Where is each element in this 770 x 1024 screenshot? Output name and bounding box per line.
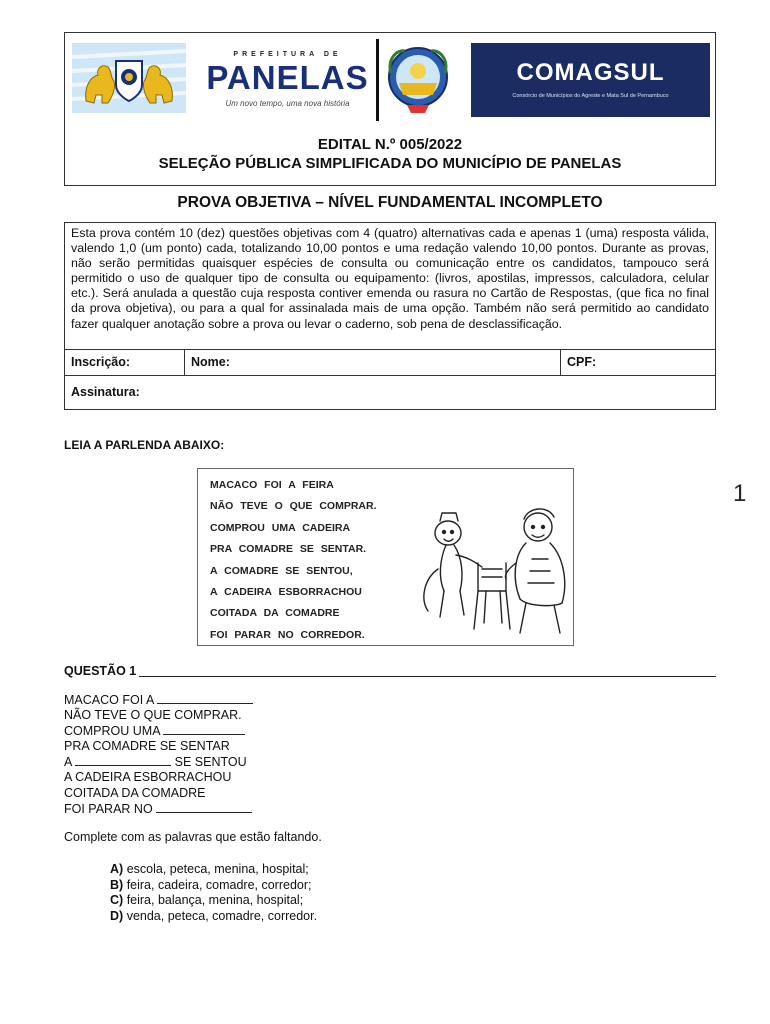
- option-a[interactable]: [110, 862, 317, 878]
- pernambuco-crest-icon: [385, 43, 451, 115]
- question-line: [64, 692, 253, 708]
- page-number: 1: [733, 480, 747, 507]
- header-box: [64, 32, 716, 186]
- option-text: feira, balança, menina, hospital;: [126, 893, 304, 908]
- question-line: [64, 723, 253, 739]
- panelas-wordmark: PANELAS: [206, 59, 369, 96]
- question-line-text: FOI PARAR NO: [64, 802, 153, 817]
- divider-line: [65, 349, 715, 350]
- comagsul-subtitle: Consórcio de Municípios do Agreste e Mata Sul de Pernambuco: [512, 93, 669, 99]
- question-line-text: A: [64, 755, 72, 770]
- option-text: feira, cadeira, comadre, corredor;: [126, 877, 312, 892]
- option-text: escola, peteca, menina, hospital;: [126, 862, 309, 876]
- questao-title: QUESTÃO 1: [64, 664, 137, 678]
- question-line: NÃO TEVE O QUE COMPRAR.: [64, 707, 242, 722]
- assinatura-field[interactable]: Assinatura:: [71, 385, 140, 399]
- answer-blank[interactable]: [157, 692, 253, 704]
- question-line: PRA COMADRE SE SENTAR: [64, 738, 230, 753]
- leia-heading: LEIA A PARLENDA ABAIXO:: [64, 438, 225, 452]
- prova-title: PROVA OBJETIVA – NÍVEL FUNDAMENTAL INCOMPLETO: [177, 194, 603, 211]
- cpf-field[interactable]: CPF:: [567, 355, 597, 369]
- edital-number: EDITAL N.º 005/2022: [317, 136, 463, 153]
- questao-rule: [139, 676, 716, 677]
- divider-line: [560, 349, 561, 375]
- poem-line: COITADA DA COMADRE: [210, 607, 340, 620]
- option-letter: B): [110, 877, 124, 892]
- option-text: venda, peteca, comadre, corredor.: [126, 908, 318, 923]
- poem-line: A COMADRE SE SENTOU,: [210, 564, 353, 577]
- nome-field[interactable]: Nome:: [191, 355, 230, 369]
- option-letter: A): [110, 862, 124, 876]
- poem-line: COMPROU UMA CADEIRA: [210, 521, 351, 534]
- answer-blank[interactable]: [163, 723, 245, 735]
- inscricao-field[interactable]: Inscrição:: [71, 355, 131, 369]
- poem-line: FOI PARAR NO CORREDOR.: [210, 628, 365, 641]
- logo-divider: [376, 39, 379, 121]
- question-line-text: COMPROU UMA: [64, 724, 160, 739]
- question-line: [64, 801, 253, 817]
- question-line: A CADEIRA ESBORRACHOU: [64, 769, 232, 784]
- comagsul-wordmark: COMAGSUL: [516, 59, 665, 86]
- divider-line: [65, 375, 715, 376]
- divider-line: [184, 349, 185, 375]
- answer-blank[interactable]: [75, 754, 171, 766]
- edital-heading: [65, 135, 715, 173]
- logo-row: [65, 33, 715, 127]
- prefeitura-label: PREFEITURA DE: [233, 51, 342, 58]
- question-line-text: SE SENTOU: [174, 755, 247, 770]
- poem-box: [197, 468, 574, 646]
- question-instruction: Complete com as palavras que estão faltando.: [64, 830, 322, 844]
- info-box: [64, 222, 716, 410]
- edital-selection: SELEÇÃO PÚBLICA SIMPLIFICADA DO MUNICÍPIO DE PANELAS: [158, 155, 622, 172]
- panelas-logo: [205, 47, 370, 119]
- poem-line: NÃO TEVE O QUE COMPRAR.: [210, 500, 377, 513]
- comagsul-logo: [471, 43, 710, 117]
- poem-line: A CADEIRA ESBORRACHOU: [210, 585, 362, 598]
- instructions-text: Esta prova contém 10 (dez) questões objetivas com 4 (quatro) alternativas cada e apenas 1 (uma) resposta válida, valendo 1,0 (um ponto) cada, totalizando 10,00 pontos e uma redação valendo 10,00 pontos. Durante as provas, não serão permitidas quaisquer espécies de consulta ou comunicação entre os candidatos, tampouco será permitido o uso de qualquer tipo de consulta ou equipamento: (livros, apostilas, impressos, calculadora, celular etc.). Será anulada a questão cuja resposta contiver emenda ou rasura no Cartão de Respostas, (que fica no final da prova objetiva), ou para a qual for assinalada mais de uma opção. Também não será permitido ao candidato fazer qualquer anotação sobre a prova ou levar o caderno, sob pena de desclassificação.: [71, 226, 709, 331]
- panelas-slogan: Um novo tempo, uma nova história: [225, 99, 350, 108]
- answer-blank[interactable]: [156, 801, 252, 813]
- answer-options: [110, 862, 317, 924]
- option-b[interactable]: [110, 878, 317, 894]
- monkey-and-comadre-chair-illustration: [416, 499, 571, 645]
- option-letter: C): [110, 893, 124, 908]
- option-c[interactable]: [110, 893, 317, 909]
- poem-lines: [210, 475, 377, 646]
- option-d[interactable]: [110, 909, 317, 925]
- question-line: [64, 754, 253, 770]
- question-line: COITADA DA COMADRE: [64, 785, 206, 800]
- poem-line: PRA COMADRE SE SENTAR.: [210, 543, 367, 556]
- option-letter: D): [110, 908, 124, 923]
- lions-coat-of-arms-icon: [72, 43, 186, 113]
- question-poem: [64, 692, 253, 817]
- poem-line: MACACO FOI A FEIRA: [210, 479, 334, 491]
- question-line-text: MACACO FOI A: [64, 693, 154, 707]
